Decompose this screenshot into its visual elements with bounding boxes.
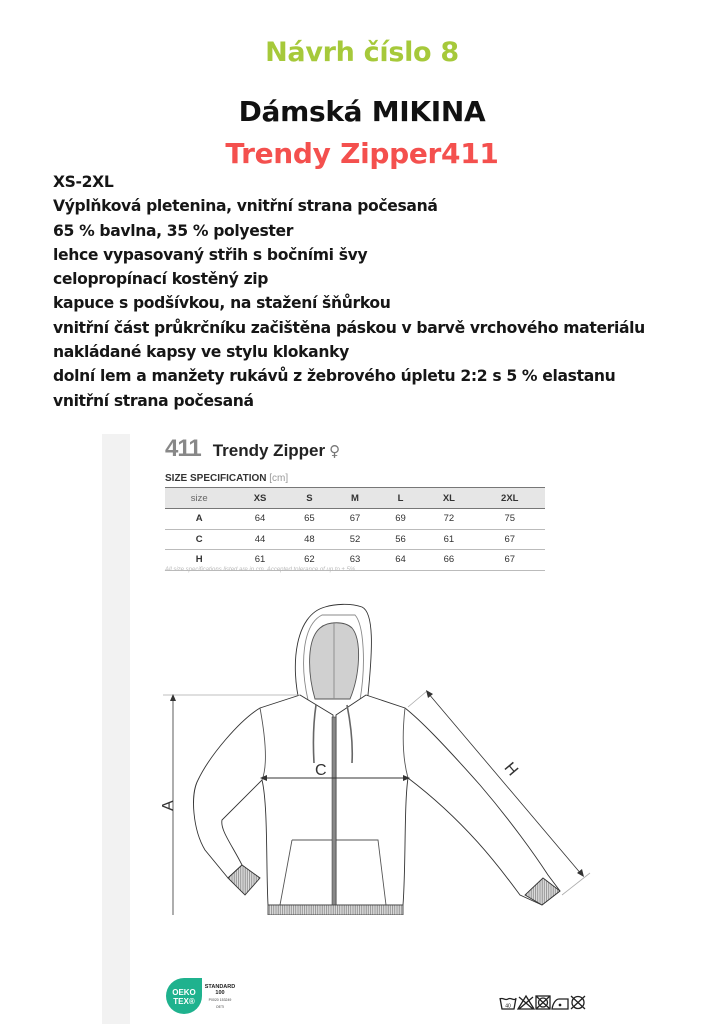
table-row: [165, 509, 545, 530]
spec-sheet-header: [165, 435, 340, 465]
product-name-title: Trendy Zipper411: [225, 137, 499, 170]
label-c: C: [315, 762, 327, 779]
female-icon: ♀: [329, 442, 341, 460]
column-header: M: [332, 488, 378, 509]
feature-item: 65 % bavlna, 35 % polyester: [53, 221, 294, 240]
product-type-title: Dámská MIKINA: [238, 95, 486, 128]
feature-item: XS-2XL: [53, 173, 114, 191]
zipper: [332, 717, 336, 915]
model-name: Trendy Zipper: [212, 441, 326, 460]
wash-40-icon: [500, 998, 516, 1010]
waistband: [268, 905, 403, 915]
oeko-standard-number: 100: [215, 990, 225, 996]
care-symbols: [499, 994, 587, 1012]
oeko-logo-line1: OEKO: [172, 988, 196, 997]
row-label: C: [165, 529, 233, 550]
label-h: H: [500, 759, 522, 780]
feature-item: vnitřní část průkrčníku začištěna páskou v barvě vrchového materiálu: [53, 318, 645, 337]
feature-item: lehce vypasovaný střih s bočními švy: [53, 245, 368, 264]
iron-low-icon: [552, 999, 568, 1009]
table-cell: 61: [233, 550, 286, 571]
hoodie-technical-drawing: [150, 595, 600, 915]
size-spec-unit: [cm]: [269, 473, 289, 484]
feature-item: kapuce s podšívkou, na stažení šňůrkou: [53, 294, 391, 313]
oeko-tex-details: [200, 984, 240, 1009]
table-cell: 66: [423, 550, 474, 571]
table-cell: 48: [287, 529, 333, 550]
table-cell: 67: [475, 529, 545, 550]
table-cell: 64: [233, 509, 286, 530]
table-cell: 67: [332, 509, 378, 530]
wash-temp: 40: [505, 1003, 511, 1010]
table-cell: 75: [475, 509, 545, 530]
no-tumble-dry-icon: [536, 996, 550, 1009]
tolerance-note: All size specifications listed are in cm. Accepted tolerance of up to ± 5%.: [165, 567, 357, 573]
feature-item: vnitřní strana počesaná: [53, 391, 254, 410]
oeko-tex-logo: [165, 977, 203, 1015]
oeko-standard: STANDARD: [204, 984, 236, 990]
table-cell: 63: [332, 550, 378, 571]
size-spec-caption-text: SIZE SPECIFICATION: [165, 473, 267, 484]
size-table-header: [165, 488, 545, 509]
column-header: L: [378, 488, 424, 509]
table-row: [165, 529, 545, 550]
oeko-logo-line2: TEX®: [173, 997, 195, 1006]
model-number: 411: [165, 435, 201, 462]
column-header: 2XL: [475, 488, 545, 509]
jacket-right-body: [336, 695, 560, 905]
row-label: H: [165, 550, 233, 571]
table-cell: 44: [233, 529, 286, 550]
no-dry-clean-icon: [571, 996, 585, 1009]
table-cell: 65: [287, 509, 333, 530]
feature-item: celopropínací kostěný zip: [53, 270, 269, 289]
column-header: XL: [423, 488, 474, 509]
column-header: XS: [233, 488, 286, 509]
oeko-cert-code: P0020 153249: [208, 998, 232, 1002]
row-label: A: [165, 509, 233, 530]
feature-list: [53, 170, 645, 413]
design-number-title: Návrh číslo 8: [265, 37, 459, 68]
spec-sheet-side-strip: [102, 434, 130, 1024]
table-cell: 67: [475, 550, 545, 571]
column-header: size: [165, 488, 233, 509]
table-cell: 56: [378, 529, 424, 550]
table-cell: 52: [332, 529, 378, 550]
size-spec-caption: [165, 473, 288, 484]
oeko-institute: OETI: [215, 1004, 225, 1009]
table-cell: 61: [423, 529, 474, 550]
table-cell: 72: [423, 509, 474, 530]
feature-item: Výplňková pletenina, vnitřní strana počesaná: [53, 197, 438, 216]
no-bleach-icon: [518, 996, 534, 1009]
feature-item: nakládané kapsy ve stylu klokanky: [53, 343, 349, 362]
table-cell: 62: [287, 550, 333, 571]
table-cell: 69: [378, 509, 424, 530]
label-a: A: [160, 800, 177, 811]
column-header: S: [287, 488, 333, 509]
table-cell: 64: [378, 550, 424, 571]
feature-item: dolní lem a manžety rukávů z žebrového úpletu 2:2 s 5 % elastanu: [53, 367, 616, 386]
size-table: [165, 487, 545, 571]
